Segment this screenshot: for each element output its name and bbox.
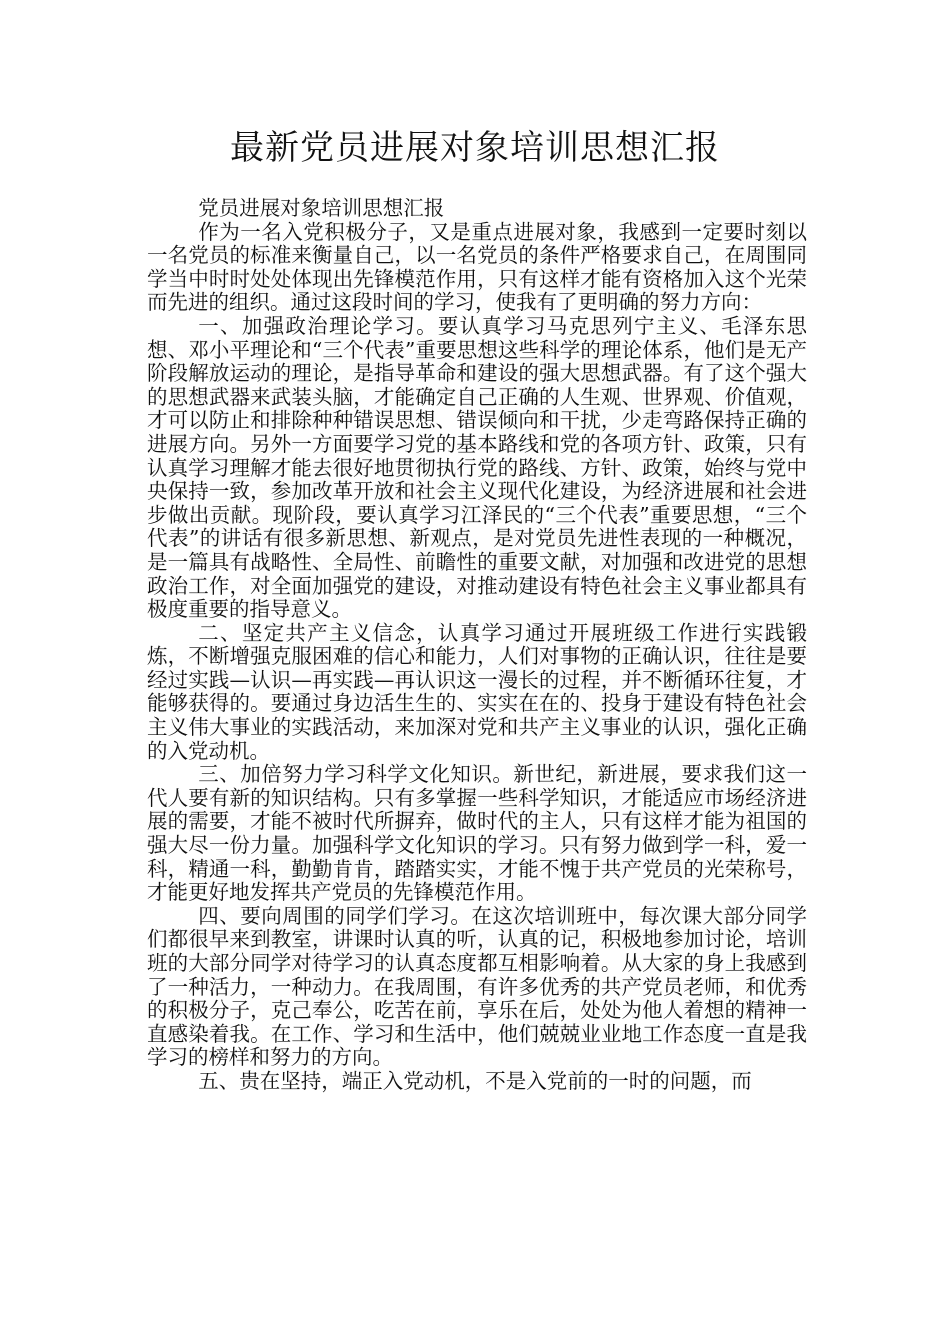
paragraph-one: 一、加强政治理论学习。要认真学习马克思列宁主义、毛泽东思想、邓小平理论和“三个代表”重要思想这些科学的理论体系，他们是无产阶段解放运动的理论，是指导革命和建设的强大思想武器。有了这个强大的思想武器来武装头脑，才能确定自己正确的人生观、世界观、价值观，才可以防止和排除种种错误思想、错误倾向和干扰，少走弯路保持正确的进展方向。另外一方面要学习党的基本路线和党的各项方针、政策，只有认真学习理解才能去很好地贯彻执行党的路线、方针、政策，始终与党中央保持一致，参加改革开放和社会主义现代化建设，为经济进展和社会进步做出贡献。现阶段，要认真学习江泽民的“三个代表”重要思想，“三个代表”的讲话有很多新思想、新观点，是对党员先进性表现的一种概况，是一篇具有战略性、全局性、前瞻性的重要文献，对加强和改进党的思想政治工作，对全面加强党的建设，对推动建设有特色社会主义事业都具有极度重要的指导意义。: [147, 313, 807, 622]
paragraph-four: 四、要向周围的同学们学习。在这次培训班中，每次课大部分同学们都很早来到教室，讲课时认真的听，认真的记，积极地参加讨论，培训班的大部分同学对待学习的认真态度都互相影响着。从大家的身上我感到了一种活力，一种动力。在我周围，有许多优秀的共产党员老师，和优秀的积极分子，克己奉公，吃苦在前，享乐在后，处处为他人着想的精神一直感染着我。在工作、学习和生活中，他们兢兢业业地工作态度一直是我学习的榜样和努力的方向。: [147, 903, 807, 1070]
document-title: 最新党员进展对象培训思想汇报: [230, 128, 720, 168]
paragraph-three: 三、加倍努力学习科学文化知识。新世纪，新进展，要求我们这一代人要有新的知识结构。只有多掌握一些科学知识，才能适应市场经济进展的需要，才能不被时代所摒弃，做时代的主人，只有这样才能为祖国的强大尽一份力量。加强科学文化知识的学习。只有努力做到学一科，爱一科，精通一科，勤勤肯肯，踏踏实实，才能不愧于共产党员的光荣称号，才能更好地发挥共产党员的先锋模范作用。: [147, 762, 807, 905]
document-subtitle: 党员进展对象培训思想汇报: [198, 196, 445, 220]
paragraph-two: 二、坚定共产主义信念，认真学习通过开展班级工作进行实践锻炼，不断增强克服困难的信心和能力，人们对事物的正确认识，往往是要经过实践—认识—再实践—再认识这一漫长的过程，并不断循环往复，才能够获得的。要通过身边活生生的、实实在在的、投身于建设有特色社会主义伟大事业的实践活动，来加深对党和共产主义事业的认识，强化正确的入党动机。: [147, 620, 807, 763]
document-body: [147, 197, 807, 1094]
paragraph-five: 五、贵在坚持，端正入党动机，不是入党前的一时的问题，而: [198, 1068, 752, 1093]
paragraph-intro: 作为一名入党积极分子，又是重点进展对象，我感到一定要时刻以一名党员的标准来衡量自己，以一名党员的条件严格要求自己，在周围同学当中时时处处体现出先锋模范作用，只有这样才能有资格加入这个光荣而先进的组织。通过这段时间的学习，使我有了更明确的努力方向：: [147, 219, 807, 315]
